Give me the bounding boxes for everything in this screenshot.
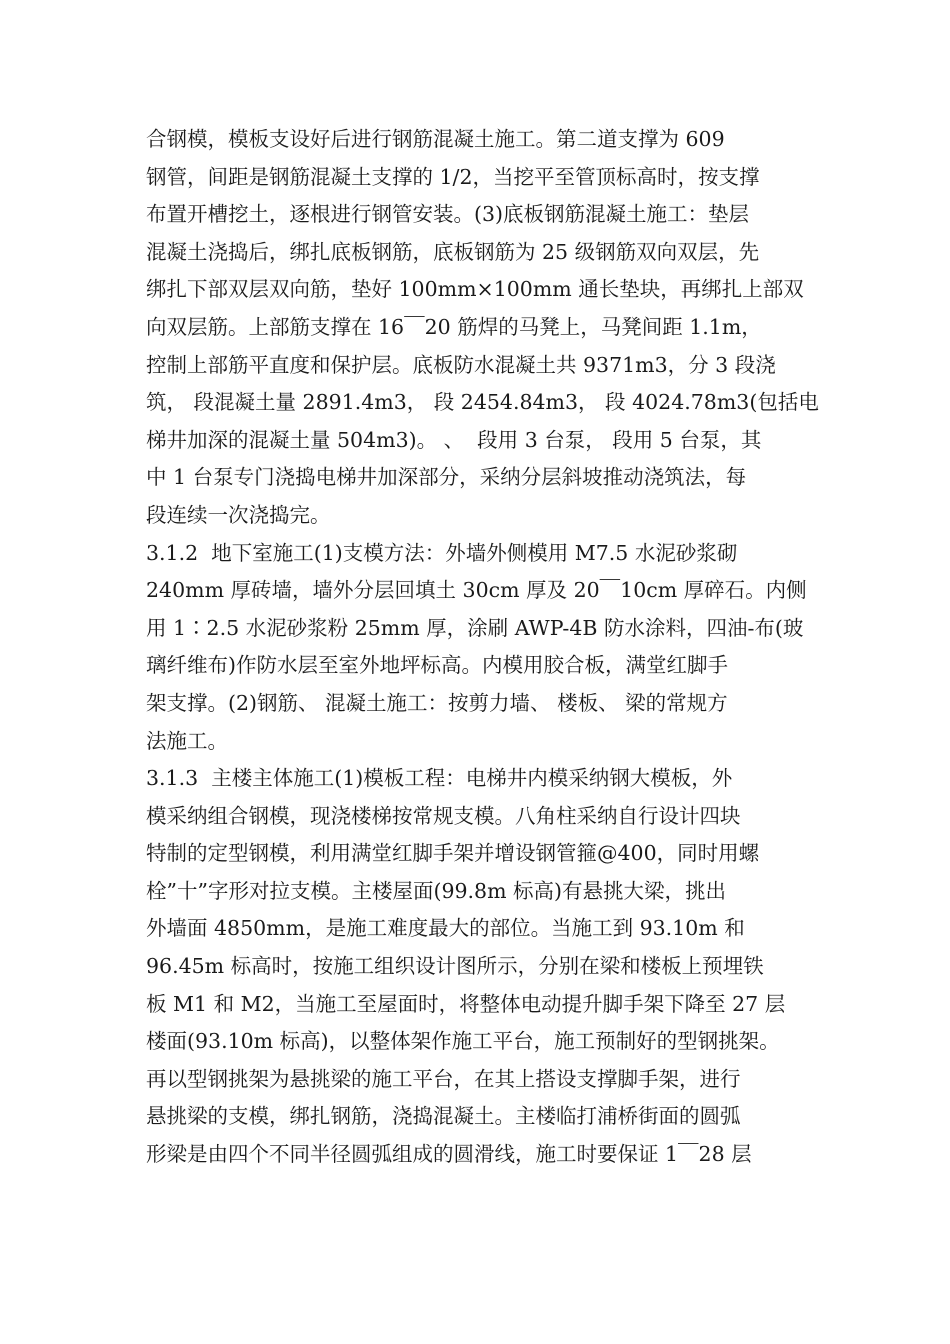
text-line: 96.45m 标高时，按施工组织设计图所示，分别在梁和楼板上预埋铁 [146,954,764,979]
text-line: 法施工。 [146,728,228,753]
text-line: 240mm 厚砖墙，墙外分层回填土 30cm 厚及 20￣10cm 厚碎石。内侧 [146,578,807,603]
text-line: 梯井加深的混凝土量 504m3)。 、 段用 3 台泵， 段用 5 台泵，其 [146,427,762,452]
text-line: 模采纳组合钢模，现浇楼梯按常规支模。八角柱采纳自行设计四块 [146,803,741,828]
text-line: 段连续一次浇捣完。 [146,502,331,527]
text-line: 钢管，间距是钢筋混凝土支撑的 1/2，当挖平至管顶标高时，按支撑 [146,164,760,189]
text-line: 布置开槽挖土，逐根进行钢管安装。(3)底板钢筋混凝土施工：垫层 [146,202,750,227]
text-line: 外墙面 4850mm，是施工难度最大的部位。当施工到 93.10m 和 [146,916,745,941]
text-line: 架支撑。(2)钢筋、 混凝土施工：按剪力墙、 楼板、 梁的常规方 [146,690,728,715]
text-line: 绑扎下部双层双向筋，垫好 100mm×100mm 通长垫块，再绑扎上部双 [146,277,804,302]
document-body-text [146,121,819,1174]
text-line: 向双层筋。上部筋支撑在 16￣20 筋焊的马凳上，马凳间距 1.1m， [146,314,762,339]
text-line: 3.1.3 主楼主体施工(1)模板工程：电梯井内模采纳钢大模板，外 [146,766,733,791]
text-line: 筑， 段混凝土量 2891.4m3， 段 2454.84m3， 段 4024.78m3(包括电 [146,390,819,415]
text-line: 用 1∶2.5 水泥砂浆粉 25mm 厚，涂刷 AWP-4B 防水涂料，四油-布(玻 [146,615,804,640]
text-line: 板 M1 和 M2，当施工至屋面时，将整体电动提升脚手架下降至 27 层 [146,991,786,1016]
text-line: 控制上部筋平直度和保护层。底板防水混凝土共 9371m3，分 3 段浇 [146,352,776,377]
text-line: 楼面(93.10m 标高)，以整体架作施工平台，施工预制好的型钢挑架。 [146,1029,780,1054]
text-line: 合钢模，模板支设好后进行钢筋混凝土施工。第二道支撑为 609 [146,127,725,151]
text-line: 栓”十”字形对拉支模。主楼屋面(99.8m 标高)有悬挑大梁，挑出 [146,878,727,903]
text-line: 特制的定型钢模，利用满堂红脚手架并增设钢管箍@400，同时用螺 [146,841,760,866]
text-line: 璃纤维布)作防水层至室外地坪标高。内模用胶合板，满堂红脚手 [146,653,728,678]
text-line: 再以型钢挑架为悬挑梁的施工平台，在其上搭设支撑脚手架，进行 [146,1066,741,1091]
text-line: 形梁是由四个不同半径圆弧组成的圆滑线，施工时要保证 1￣28 层 [146,1142,752,1167]
text-line: 悬挑梁的支模，绑扎钢筋，浇捣混凝土。主楼临打浦桥街面的圆弧 [146,1104,741,1129]
text-line: 3.1.2 地下室施工(1)支模方法：外墙外侧模用 M7.5 水泥砂浆砌 [146,540,738,565]
text-line: 混凝土浇捣后，绑扎底板钢筋，底板钢筋为 25 级钢筋双向双层，先 [146,239,760,264]
text-line: 中 1 台泵专门浇捣电梯井加深部分，采纳分层斜坡推动浇筑法，每 [146,465,747,490]
